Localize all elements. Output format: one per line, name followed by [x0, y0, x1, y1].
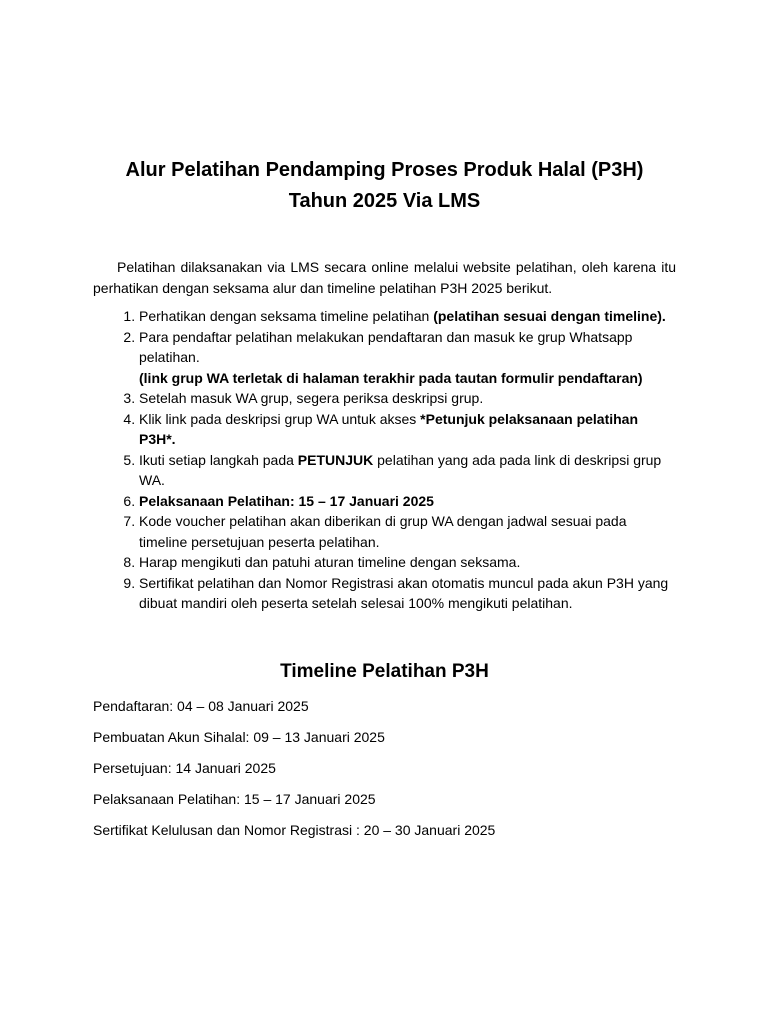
step-text: Ikuti setiap langkah pada: [139, 451, 298, 468]
steps-list: [93, 306, 676, 614]
list-item: [139, 511, 676, 552]
step-emphasis: *Petunjuk pelaksanaan pelatihan P3H*.: [139, 410, 639, 447]
list-item: [139, 327, 676, 389]
timeline-item-registration: Pendaftaran: 04 – 08 Januari 2025: [93, 697, 309, 714]
step-emphasis: Pelaksanaan Pelatihan: 15 – 17 Januari 2025: [139, 492, 434, 509]
intro-paragraph: Pelatihan dilaksanakan via LMS secara online melalui website pelatihan, oleh karena itu perhatikan dengan seksama alur dan timeline pelatihan P3H 2025 berikut.: [93, 259, 676, 296]
list-item: [139, 450, 676, 491]
title-line-1: Alur Pelatihan Pendamping Proses Produk Halal (P3H): [125, 159, 644, 181]
list-item: [139, 388, 676, 409]
title-line-2: Tahun 2025 Via LMS: [288, 190, 481, 212]
list-item: [139, 306, 676, 327]
step-text: Sertifikat pelatihan dan Nomor Registrasi akan otomatis muncul pada akun P3H yang dibuat mandiri oleh peserta setelah selesai 100% mengikuti pelatihan.: [139, 574, 669, 611]
timeline-item-account-creation: Pembuatan Akun Sihalal: 09 – 13 Januari 2025: [93, 728, 385, 745]
step-emphasis: (pelatihan sesuai dengan timeline).: [433, 308, 666, 324]
step-emphasis: PETUNJUK: [297, 451, 374, 468]
list-item: [139, 552, 676, 573]
step-text: Setelah masuk WA grup, segera periksa deskripsi grup.: [139, 390, 484, 406]
page-title: [93, 0, 676, 217]
timeline-item-approval: Persetujuan: 14 Januari 2025: [93, 759, 276, 776]
step-text: Para pendaftar pelatihan melakukan pendaftaran dan masuk ke grup Whatsapp pelatihan.: [139, 328, 633, 365]
timeline-list: [93, 696, 676, 841]
list-item: [139, 573, 676, 614]
step-text: Perhatikan dengan seksama timeline pelatihan: [139, 308, 434, 324]
list-item: [139, 491, 676, 512]
step-note: (link grup WA terletak di halaman terakhir pada tautan formulir pendaftaran): [139, 369, 643, 386]
timeline-item-training: Pelaksanaan Pelatihan: 15 – 17 Januari 2025: [93, 790, 376, 807]
timeline-title: Timeline Pelatihan P3H: [280, 660, 489, 682]
step-text: Kode voucher pelatihan akan diberikan di grup WA dengan jadwal sesuai pada timeline persetujuan peserta pelatihan.: [139, 513, 627, 550]
step-text-after: pelatihan yang ada pada link di deskripsi grup WA.: [139, 451, 662, 488]
list-item: [139, 409, 676, 450]
step-text: Klik link pada deskripsi grup WA untuk akses: [139, 410, 421, 427]
step-text: Harap mengikuti dan patuhi aturan timeline dengan seksama.: [139, 554, 521, 570]
timeline-item-certificate: Sertifikat Kelulusan dan Nomor Registrasi : 20 – 30 Januari 2025: [93, 821, 496, 838]
